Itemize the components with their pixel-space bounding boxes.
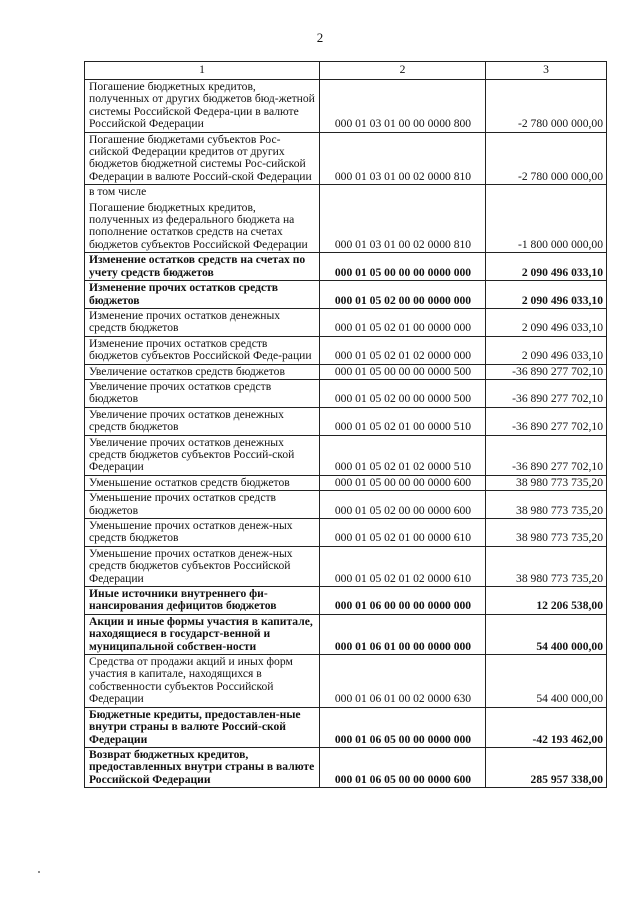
row-name-text: Средства от продажи акций и иных форм участия в капитале, находящихся в собственности субъектов Российской Федерации xyxy=(89,655,293,706)
row-amount: 12 206 538,00 xyxy=(486,587,607,615)
row-name-text: Акции и иные формы участия в капитале, находящиеся в государст-венной и муниципальной собствен-ности xyxy=(89,614,313,653)
row-name xyxy=(85,132,320,185)
row-code: 000 01 05 00 00 00 0000 000 xyxy=(320,253,486,281)
row-amount: 38 980 773 735,20 xyxy=(486,519,607,547)
row-amount: 2 090 496 033,10 xyxy=(486,253,607,281)
row-code: 000 01 06 05 00 00 0000 000 xyxy=(320,707,486,747)
column-header-3: 3 xyxy=(486,62,607,80)
row-amount: -36 890 277 702,10 xyxy=(486,379,607,407)
row-amount: -36 890 277 702,10 xyxy=(486,364,607,379)
table-row xyxy=(85,132,607,185)
scan-dot xyxy=(38,871,40,873)
row-name-text: Уменьшение остатков средств бюджетов xyxy=(89,475,290,489)
table-row xyxy=(85,308,607,336)
row-code: 000 01 05 02 01 00 0000 510 xyxy=(320,407,486,435)
table-row xyxy=(85,747,607,787)
row-amount: 38 980 773 735,20 xyxy=(486,475,607,490)
row-name-text: Увеличение прочих остатков денежных средств бюджетов субъектов Россий-ской Федерации xyxy=(89,435,295,474)
row-name xyxy=(85,364,320,379)
row-amount: 285 957 338,00 xyxy=(486,747,607,787)
row-name-text: Уменьшение прочих остатков денеж-ных средств бюджетов xyxy=(89,519,293,545)
table-row xyxy=(85,407,607,435)
table-row xyxy=(85,80,607,133)
table-row xyxy=(85,707,607,747)
table-row xyxy=(85,614,607,654)
row-amount: 2 090 496 033,10 xyxy=(486,281,607,309)
row-amount: 54 400 000,00 xyxy=(486,614,607,654)
column-header-2: 2 xyxy=(320,62,486,80)
row-name-text: Погашение бюджетами субъектов Рос-сийской Федерации кредитов от других бюджетов бюджетной системы Рос-сийской Федерации в валюте Россий-ской Федерации xyxy=(89,132,312,183)
row-name xyxy=(85,655,320,708)
row-amount: -42 193 462,00 xyxy=(486,707,607,747)
row-amount: 2 090 496 033,10 xyxy=(486,336,607,364)
row-amount: 38 980 773 735,20 xyxy=(486,491,607,519)
table-row xyxy=(85,435,607,475)
row-code: 000 01 06 01 00 00 0000 000 xyxy=(320,614,486,654)
table-row xyxy=(85,185,607,253)
table-row xyxy=(85,519,607,547)
row-name xyxy=(85,707,320,747)
row-code: 000 01 05 02 01 02 0000 510 xyxy=(320,435,486,475)
row-amount: 38 980 773 735,20 xyxy=(486,546,607,586)
row-name-text: Увеличение прочих остатков средств бюджетов xyxy=(89,379,272,406)
row-code: 000 01 06 05 00 00 0000 600 xyxy=(320,747,486,787)
page-number: 2 xyxy=(316,30,324,45)
table-row xyxy=(85,546,607,586)
row-code: 000 01 06 00 00 00 0000 000 xyxy=(320,587,486,615)
row-amount: -36 890 277 702,10 xyxy=(486,435,607,475)
row-code: 000 01 06 01 00 02 0000 630 xyxy=(320,655,486,708)
row-name xyxy=(85,379,320,407)
row-amount: -1 800 000 000,00 xyxy=(486,185,607,253)
row-name xyxy=(85,747,320,787)
row-name-text: Иные источники внутреннего фи-нансирования дефицитов бюджетов xyxy=(89,587,277,613)
row-name-text: Увеличение прочих остатков денежных средств бюджетов xyxy=(89,407,284,434)
row-name-text: Изменение прочих остатков средств бюджетов xyxy=(89,281,279,307)
row-code: 000 01 03 01 00 02 0000 810 xyxy=(320,132,486,185)
row-name xyxy=(85,614,320,654)
row-code: 000 01 05 02 01 00 0000 610 xyxy=(320,519,486,547)
row-code: 000 01 03 01 00 00 0000 800 xyxy=(320,80,486,133)
row-name xyxy=(85,519,320,547)
row-code: 000 01 05 02 00 00 0000 600 xyxy=(320,491,486,519)
row-name xyxy=(85,491,320,519)
row-name-text: Увеличение остатков средств бюджетов xyxy=(89,364,285,378)
row-name xyxy=(85,308,320,336)
row-code: 000 01 05 02 00 00 0000 500 xyxy=(320,379,486,407)
row-amount: 2 090 496 033,10 xyxy=(486,308,607,336)
table-header-row xyxy=(85,62,607,80)
row-name-text: Уменьшение прочих остатков денеж-ных средств бюджетов субъектов Российской Федерации xyxy=(89,546,293,585)
table-row xyxy=(85,281,607,309)
row-code: 000 01 05 02 01 02 0000 000 xyxy=(320,336,486,364)
row-name xyxy=(85,407,320,435)
row-name-text: Изменение остатков средств на счетах по учету средств бюджетов xyxy=(89,253,306,279)
row-amount: -2 780 000 000,00 xyxy=(486,132,607,185)
row-name xyxy=(85,546,320,586)
table-row xyxy=(85,475,607,490)
row-code: 000 01 05 02 01 02 0000 610 xyxy=(320,546,486,586)
row-amount: -36 890 277 702,10 xyxy=(486,407,607,435)
row-name xyxy=(85,336,320,364)
row-name xyxy=(85,185,320,253)
row-name xyxy=(85,435,320,475)
row-name-text: Уменьшение прочих остатков средств бюджетов xyxy=(89,491,277,517)
row-name xyxy=(85,281,320,309)
table-row xyxy=(85,336,607,364)
row-name xyxy=(85,253,320,281)
column-header-1: 1 xyxy=(85,62,320,80)
row-amount: -2 780 000 000,00 xyxy=(486,80,607,133)
table-row xyxy=(85,655,607,708)
row-name-text: Погашение бюджетных кредитов, полученных от других бюджетов бюд-жетной системы Российской Федера-ции в валюте Российской Федерации xyxy=(89,80,315,131)
row-name-text: Изменение прочих остатков денежных средств бюджетов xyxy=(89,308,281,335)
row-name xyxy=(85,475,320,490)
row-name-text: Возврат бюджетных кредитов, предоставленных внутри страны в валюте Российской Федерации xyxy=(89,747,315,786)
row-name xyxy=(85,80,320,133)
row-name-text: Изменение прочих остатков средств бюджетов субъектов Российской Феде-рации xyxy=(89,336,312,363)
table-row xyxy=(85,364,607,379)
row-code: 000 01 05 00 00 00 0000 500 xyxy=(320,364,486,379)
table-row xyxy=(85,379,607,407)
row-name-text: Бюджетные кредиты, предоставлен-ные внутри страны в валюте Россий-ской Федерации xyxy=(89,707,301,746)
table-row xyxy=(85,491,607,519)
row-prefix: в том числе xyxy=(89,185,147,199)
table-row xyxy=(85,587,607,615)
table-row xyxy=(85,253,607,281)
row-code: 000 01 05 00 00 00 0000 600 xyxy=(320,475,486,490)
row-code: 000 01 03 01 00 02 0000 810 xyxy=(320,185,486,253)
budget-sources-table xyxy=(84,61,607,788)
row-amount: 54 400 000,00 xyxy=(486,655,607,708)
row-name xyxy=(85,587,320,615)
row-code: 000 01 05 02 01 00 0000 000 xyxy=(320,308,486,336)
row-name-text: Погашение бюджетных кредитов, полученных из федерального бюджета на пополнение остатков средств на счетах бюджетов субъектов Российской Федерации xyxy=(89,200,308,251)
row-code: 000 01 05 02 00 00 0000 000 xyxy=(320,281,486,309)
